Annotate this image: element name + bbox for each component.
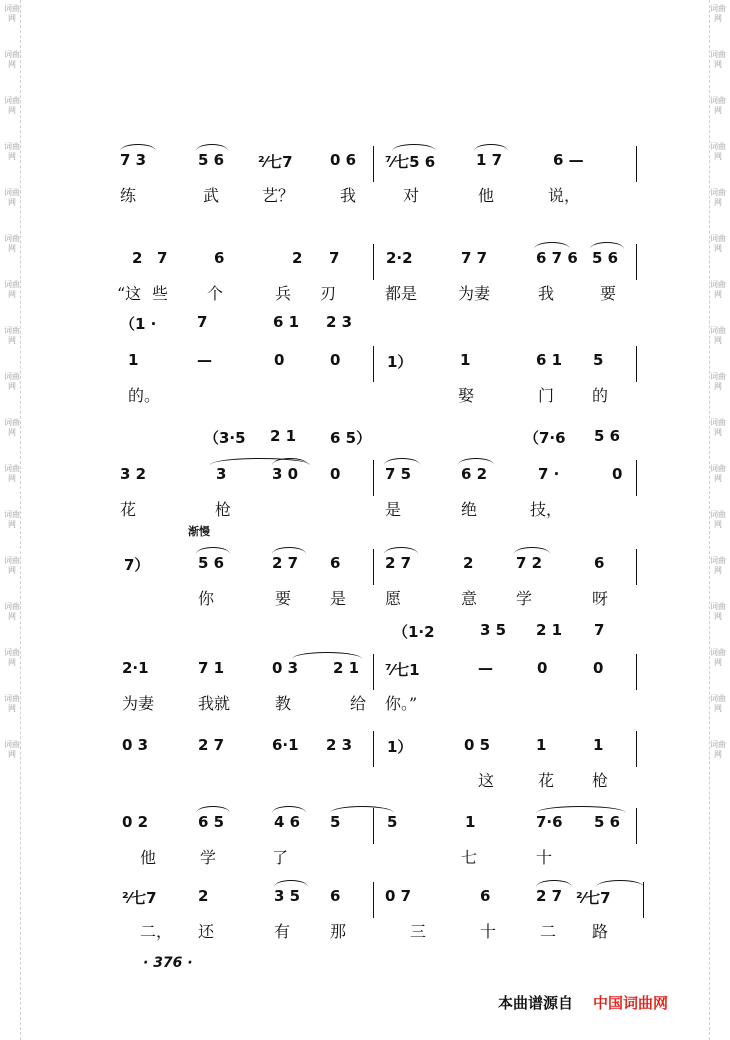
barline — [636, 654, 637, 690]
note-group: （3·5 — [204, 429, 246, 447]
watermark-text: 词曲网 — [4, 418, 20, 437]
slur-arc — [196, 806, 230, 813]
lyric-syllable: 学 — [200, 848, 217, 867]
lyric-syllable: 呀 — [592, 589, 609, 608]
note-group: ⁷⁄七5 6 — [385, 153, 436, 171]
note-group: 6 5） — [330, 429, 372, 447]
slur-arc — [596, 880, 644, 887]
watermark-text: 词曲网 — [710, 556, 726, 575]
slur-arc — [384, 458, 420, 465]
note-group: 3 5 — [480, 621, 507, 639]
lyric-syllable: 花 — [120, 500, 137, 519]
watermark-text: 词曲网 — [710, 326, 726, 345]
note-group: 1 — [460, 351, 471, 369]
note-group: 6 5 — [198, 813, 225, 831]
note-group: 7 — [197, 313, 208, 331]
lyric-syllable: 对 — [403, 186, 420, 205]
slur-arc — [536, 880, 572, 887]
note-group: （1 · — [120, 315, 157, 333]
note-group: ²⁄七7 — [258, 153, 293, 171]
note-group: 1） — [387, 738, 413, 756]
lyric-syllable: 技， — [530, 500, 563, 519]
note-group: 6 1 — [273, 313, 300, 331]
watermark-text: 词曲网 — [710, 464, 726, 483]
lyric-syllable: 愿 — [385, 589, 402, 608]
source-brand: 中国词曲网 — [593, 994, 669, 1012]
watermark-text: 词曲网 — [4, 188, 20, 207]
note-group: 5 — [330, 813, 341, 831]
barline — [373, 808, 374, 844]
note-group: ²⁄七7 — [576, 889, 611, 907]
note-group: 6 — [480, 887, 491, 905]
note-group: 7 5 — [385, 465, 412, 483]
slur-arc — [392, 144, 436, 151]
slur-arc — [196, 144, 228, 151]
watermark-text: 词曲网 — [4, 372, 20, 391]
note-group: 0 2 — [122, 813, 149, 831]
note-group: 6 — [330, 554, 341, 572]
barline — [373, 731, 374, 767]
note-group: 2·2 — [386, 249, 413, 267]
lyric-syllable: 说， — [548, 186, 581, 205]
watermark-text: 词曲网 — [710, 50, 726, 69]
barline — [373, 654, 374, 690]
slur-arc — [272, 547, 306, 554]
note-group: 2 3 — [326, 313, 353, 331]
lyric-syllable: 绝 — [461, 500, 478, 519]
note-group: 2 7 — [536, 887, 563, 905]
slur-arc — [274, 880, 308, 887]
watermark-text: 词曲网 — [710, 234, 726, 253]
note-group: 0 — [330, 351, 341, 369]
lyric-syllable: 我就 — [198, 694, 231, 713]
note-group: 6 — — [553, 151, 584, 169]
watermark-text: 词曲网 — [710, 372, 726, 391]
barline — [373, 244, 374, 280]
barline — [636, 146, 637, 182]
note-group: 7 1 — [198, 659, 225, 677]
lyric-syllable: 这 — [478, 771, 495, 790]
lyric-syllable: 为妻 — [458, 284, 491, 303]
barline — [373, 460, 374, 496]
note-group: ²⁄七7 — [122, 889, 157, 907]
note-group: 0 — [537, 659, 548, 677]
lyric-syllable: 你。” — [385, 694, 418, 713]
lyric-syllable: 七 — [461, 848, 478, 867]
source-label: 本曲谱源自 — [498, 994, 574, 1012]
lyric-syllable: 的 — [592, 386, 609, 405]
watermark-text: 词曲网 — [4, 280, 20, 299]
note-group: ⁷⁄七1 — [385, 661, 420, 679]
barline — [643, 882, 644, 918]
note-group: 6 — [594, 554, 605, 572]
note-group: 0 7 — [385, 887, 412, 905]
slur-arc — [590, 242, 624, 249]
right-watermark-strip — [709, 0, 726, 1040]
note-group: 5 — [387, 813, 398, 831]
note-group: 1 — [465, 813, 476, 831]
note-group: 5 6 — [592, 249, 619, 267]
watermark-text: 词曲网 — [4, 648, 20, 667]
note-group: 6 — [214, 249, 225, 267]
lyric-syllable: 还 — [198, 922, 215, 941]
note-group: 0 — [330, 465, 341, 483]
note-group: 1） — [387, 353, 413, 371]
watermark-text: 词曲网 — [710, 602, 726, 621]
note-group: 6 — [330, 887, 341, 905]
note-group: 2 1 — [270, 427, 297, 445]
lyric-syllable: 的。 — [128, 386, 161, 405]
lyric-syllable: 他 — [140, 848, 157, 867]
note-group: 7 — [329, 249, 340, 267]
lyric-syllable: 门 — [538, 386, 555, 405]
note-group: 5 6 — [594, 427, 621, 445]
note-group: 7·6 — [536, 813, 563, 831]
note-group: 2 7 — [385, 554, 412, 572]
note-group: 2 — [198, 887, 209, 905]
note-group: 6 2 — [461, 465, 488, 483]
watermark-text: 词曲网 — [4, 326, 20, 345]
lyric-syllable: 为妻 — [122, 694, 155, 713]
lyric-syllable: 花 — [538, 771, 555, 790]
note-group: 0 5 — [464, 736, 491, 754]
watermark-text: 词曲网 — [710, 280, 726, 299]
watermark-text: 词曲网 — [4, 142, 20, 161]
lyric-syllable: 艺？ — [262, 186, 295, 205]
note-group: 1 — [536, 736, 547, 754]
lyric-syllable: 你 — [198, 589, 215, 608]
slur-arc — [514, 547, 550, 554]
lyric-syllable: 十 — [536, 848, 553, 867]
lyric-syllable: 要 — [600, 284, 617, 303]
lyric-syllable: 我 — [340, 186, 357, 205]
barline — [373, 146, 374, 182]
lyric-syllable: 给 — [350, 694, 367, 713]
watermark-text: 词曲网 — [710, 142, 726, 161]
watermark-text: 词曲网 — [710, 418, 726, 437]
slur-arc — [120, 144, 156, 151]
lyric-syllable: “这 — [117, 284, 142, 303]
lyric-syllable: 枪 — [592, 771, 609, 790]
barline — [636, 549, 637, 585]
watermark-text: 词曲网 — [4, 740, 20, 759]
barline — [636, 460, 637, 496]
watermark-text: 词曲网 — [710, 694, 726, 713]
note-group: 5 6 — [198, 151, 225, 169]
note-group: 0 — [612, 465, 623, 483]
note-group: 1 7 — [476, 151, 503, 169]
lyric-syllable: 有 — [274, 922, 291, 941]
note-group: 1 — [593, 736, 604, 754]
lyric-syllable: 都是 — [385, 284, 418, 303]
note-group: 7 — [594, 621, 605, 639]
barline — [636, 731, 637, 767]
note-group: 6 1 — [536, 351, 563, 369]
watermark-text: 词曲网 — [710, 188, 726, 207]
lyric-syllable: 娶 — [458, 386, 475, 405]
lyric-syllable: 三 — [410, 922, 427, 941]
lyric-syllable: 十 — [480, 922, 497, 941]
note-group: 2 1 — [536, 621, 563, 639]
note-group: 7） — [124, 556, 150, 574]
note-group: 5 — [593, 351, 604, 369]
note-group: 2 — [292, 249, 303, 267]
note-group: 5 6 — [198, 554, 225, 572]
slur-arc — [384, 547, 418, 554]
note-group: 2 7 — [272, 554, 299, 572]
lyric-syllable: 学 — [516, 589, 533, 608]
tempo-mark: 渐慢 — [188, 525, 210, 538]
slur-arc — [330, 806, 394, 813]
note-group: 0 — [274, 351, 285, 369]
note-group: 0 3 — [122, 736, 149, 754]
slur-arc — [536, 806, 626, 813]
left-watermark-strip — [4, 0, 21, 1040]
note-group: — — [478, 659, 493, 677]
note-group: 2 7 — [198, 736, 225, 754]
note-group: 6·1 — [272, 736, 299, 754]
barline — [373, 346, 374, 382]
barline — [636, 346, 637, 382]
note-group: （1·2 — [393, 623, 435, 641]
lyric-syllable: 了 — [272, 848, 289, 867]
watermark-text: 词曲网 — [710, 510, 726, 529]
note-group: — — [197, 351, 212, 369]
barline — [636, 244, 637, 280]
watermark-text: 词曲网 — [4, 556, 20, 575]
lyric-syllable: 路 — [592, 922, 609, 941]
slur-arc — [272, 806, 306, 813]
note-group: 2·1 — [122, 659, 149, 677]
watermark-text: 词曲网 — [4, 50, 20, 69]
note-group: 3 0 — [272, 465, 299, 483]
note-group: 7 2 — [516, 554, 543, 572]
note-group: 7 7 — [461, 249, 488, 267]
note-group: 6 7 6 — [536, 249, 578, 267]
lyric-syllable: 那 — [330, 922, 347, 941]
note-group: 0 6 — [330, 151, 357, 169]
watermark-text: 词曲网 — [4, 96, 20, 115]
note-group: 1 — [128, 351, 139, 369]
watermark-text: 词曲网 — [710, 740, 726, 759]
lyric-syllable: 我 — [538, 284, 555, 303]
note-group: （7·6 — [524, 429, 566, 447]
lyric-syllable: 刃 — [320, 284, 337, 303]
watermark-text: 词曲网 — [4, 464, 20, 483]
lyric-syllable: 要 — [275, 589, 292, 608]
note-group: 3 — [216, 465, 227, 483]
lyric-syllable: 二 — [540, 922, 557, 941]
barline — [636, 808, 637, 844]
watermark-text: 词曲网 — [4, 4, 20, 23]
slur-arc — [272, 458, 308, 465]
note-group: 7 · — [538, 465, 560, 483]
lyric-syllable: 是 — [385, 500, 402, 519]
note-group: 0 — [593, 659, 604, 677]
slur-arc — [474, 144, 508, 151]
note-group: 3 5 — [274, 887, 301, 905]
watermark-text: 词曲网 — [4, 234, 20, 253]
lyric-syllable: 枪 — [215, 500, 232, 519]
slur-arc — [196, 547, 230, 554]
lyric-syllable: 武 — [203, 186, 220, 205]
barline — [373, 882, 374, 918]
note-group: 3 2 — [120, 465, 147, 483]
page-number: · 376 · — [143, 955, 193, 971]
note-group: 7 — [157, 249, 168, 267]
slur-arc — [458, 458, 494, 465]
watermark-text: 词曲网 — [710, 96, 726, 115]
note-group: 2 3 — [326, 736, 353, 754]
note-group: 2 1 — [333, 659, 360, 677]
lyric-syllable: 是 — [330, 589, 347, 608]
watermark-text: 词曲网 — [4, 602, 20, 621]
watermark-text: 词曲网 — [4, 694, 20, 713]
note-group: 4 6 — [274, 813, 301, 831]
source-credit — [498, 992, 668, 1013]
note-group: 2 — [463, 554, 474, 572]
lyric-syllable: 个 — [207, 284, 224, 303]
slur-arc — [534, 242, 570, 249]
watermark-text: 词曲网 — [710, 4, 726, 23]
lyric-syllable: 些 — [152, 284, 169, 303]
watermark-text: 词曲网 — [710, 648, 726, 667]
watermark-text: 词曲网 — [4, 510, 20, 529]
note-group: 0 3 — [272, 659, 299, 677]
lyric-syllable: 他 — [478, 186, 495, 205]
note-group: 5 6 — [594, 813, 621, 831]
lyric-syllable: 练 — [120, 186, 137, 205]
lyric-syllable: 二， — [140, 922, 173, 941]
barline — [373, 549, 374, 585]
lyric-syllable: 意 — [461, 589, 478, 608]
lyric-syllable: 兵 — [275, 284, 292, 303]
note-group: 7 3 — [120, 151, 147, 169]
slur-arc — [292, 652, 362, 659]
lyric-syllable: 教 — [275, 694, 292, 713]
note-group: 2 — [132, 249, 143, 267]
